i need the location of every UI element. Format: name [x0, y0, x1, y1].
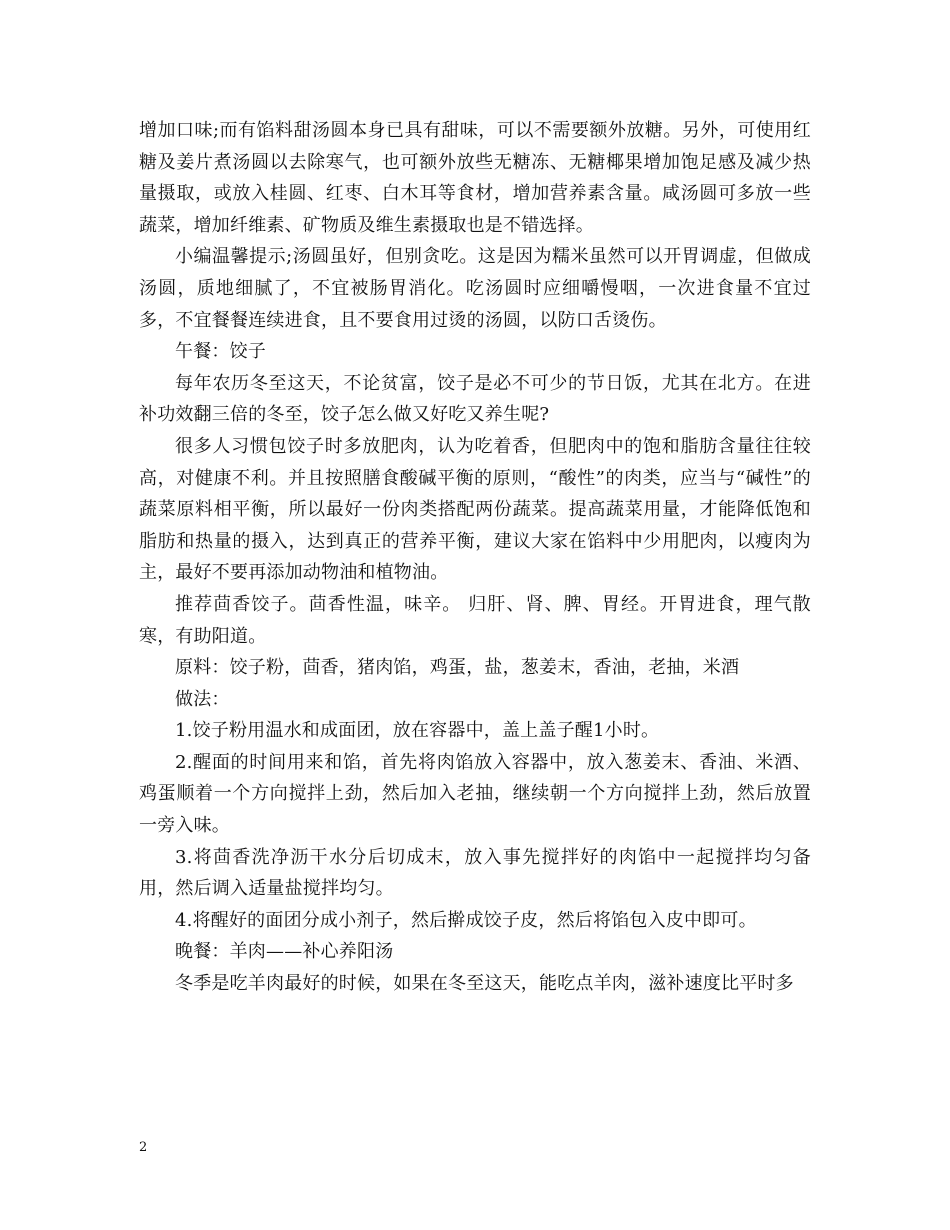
paragraph-ingredients: 原料：饺子粉，茴香，猪肉馅，鸡蛋，盐，葱姜末，香油，老抽，米酒: [175, 657, 740, 679]
paragraph-fennel-recommend: 推荐茴香饺子。茴香性温，味辛。 归肝、肾、脾、胃经。开胃进食，理气散寒，有助阳道。: [139, 593, 811, 647]
step-1: 1.饺子粉用温水和成面团，放在容器中，盖上盖子醒1小时。: [175, 720, 660, 742]
step-3: 3.将茴香洗净沥干水分后切成末，放入事先搅拌好的肉馅中一起搅拌均匀备用，然后调入适量盐搅拌均匀。: [139, 846, 811, 900]
paragraph-dumpling-intro: 每年农历冬至这天，不论贫富，饺子是必不可少的节日饭，尤其在北方。在进补功效翻三倍的冬至，饺子怎么做又好吃又养生呢?: [139, 372, 811, 426]
paragraph-fat-meat: 很多人习惯包饺子时多放肥肉，认为吃着香，但肥肉中的饱和脂肪含量往往较高，对健康不利。并且按照膳食酸碱平衡的原则，“酸性”的肉类，应当与“碱性”的蔬菜原料相平衡，所以最好一份肉类搭配两份蔬菜。提高蔬菜用量，才能降低饱和脂肪和热量的摄入，达到真正的营养平衡，建议大家在馅料中少用肥肉，以瘦肉为主，最好不要再添加动物油和植物油。: [139, 435, 811, 584]
page-number: 2: [139, 1140, 148, 1155]
heading-method: 做法：: [175, 688, 230, 710]
paragraph-mutton: 冬季是吃羊肉最好的时候，如果在冬至这天，能吃点羊肉，滋补速度比平时多: [175, 973, 794, 995]
paragraph-tangyuan-sugar: 增加口味;而有馅料甜汤圆本身已具有甜味，可以不需要额外放糖。另外，可使用红糖及姜片煮汤圆以去除寒气，也可额外放些无糖冻、无糖椰果增加饱足感及减少热量摄取，或放入桂圆、红枣、白木耳等食材，增加营养素含量。咸汤圆可多放一些蔬菜，增加纤维素、矿物质及维生素摄取也是不错选择。: [139, 120, 811, 236]
step-2: 2.醒面的时间用来和馅，首先将肉馅放入容器中，放入葱姜末、香油、米酒、鸡蛋顺着一个方向搅拌上劲，然后加入老抽，继续朝一个方向搅拌上劲，然后放置一旁入味。: [139, 751, 811, 837]
paragraph-editor-tip: 小编温馨提示;汤圆虽好，但别贪吃。这是因为糯米虽然可以开胃调虚，但做成汤圆，质地细腻了，不宜被肠胃消化。吃汤圆时应细嚼慢咽，一次进食量不宜过多，不宜餐餐连续进食，且不要食用过烫的汤圆，以防口舌烫伤。: [139, 246, 811, 331]
step-4: 4.将醒好的面团分成小剂子，然后擀成饺子皮，然后将馅包入皮中即可。: [175, 909, 757, 931]
document-body: [139, 115, 811, 1000]
heading-lunch: 午餐：饺子: [175, 341, 266, 363]
heading-dinner: 晚餐：羊肉——补心养阳汤: [175, 941, 394, 963]
